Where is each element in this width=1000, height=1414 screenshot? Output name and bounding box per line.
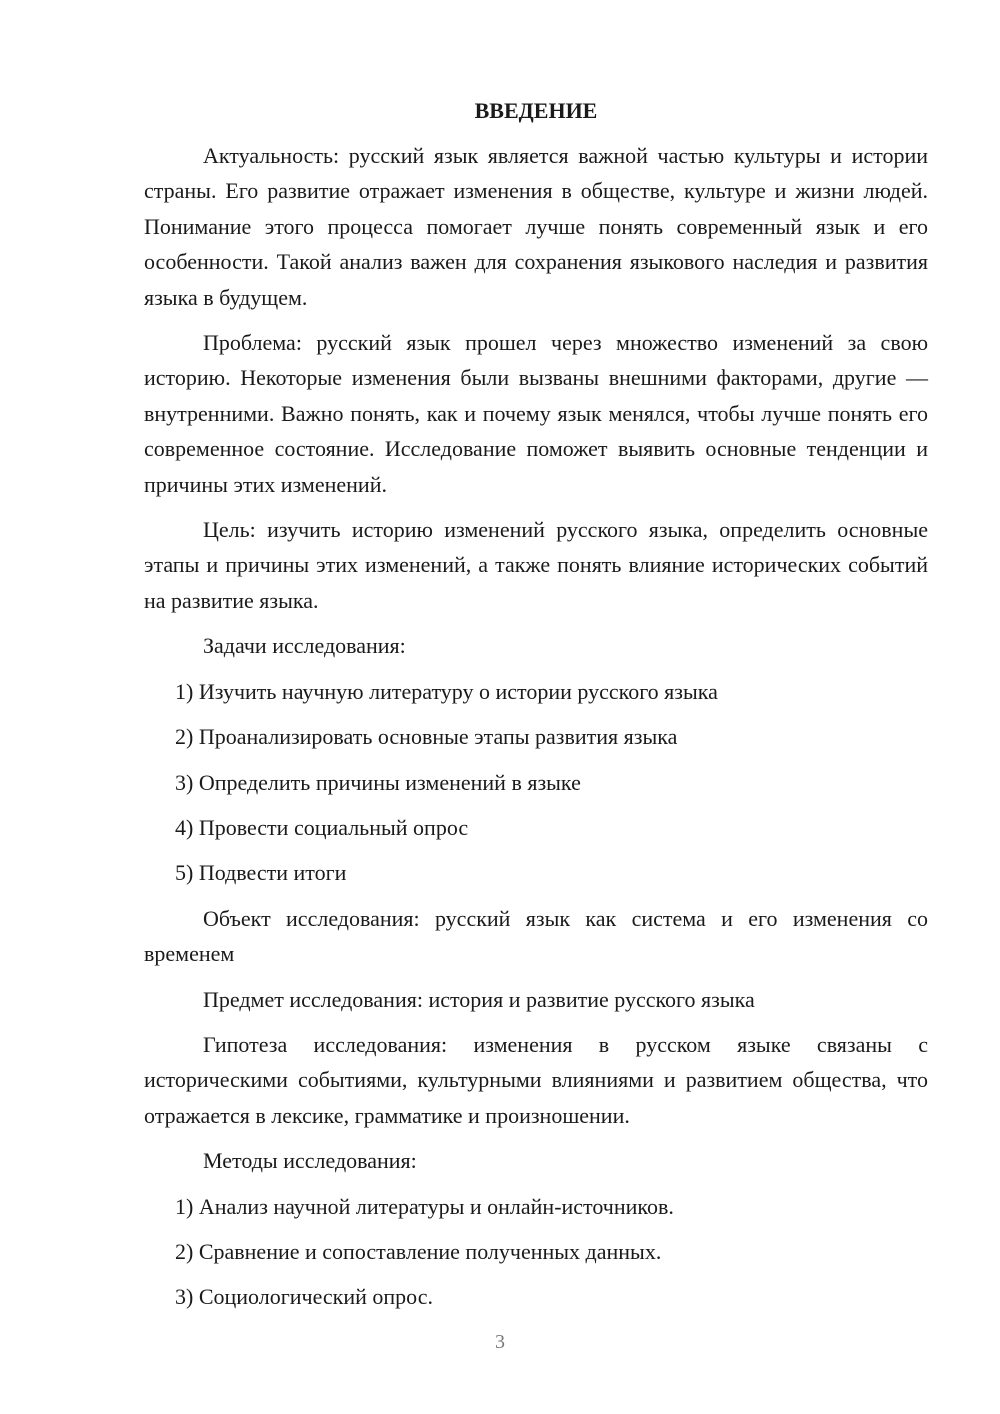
- tasks-list: [144, 674, 928, 891]
- goal-paragraph: Цель: изучить историю изменений русского языка, определить основные этапы и причины этих изменений, а также понять влияние исторических событий на развитие языка.: [144, 517, 928, 613]
- object-paragraph: Объект исследования: русский язык как система и его изменения со временем: [144, 905, 928, 967]
- relevance-paragraph: Актуальность: русский язык является важной частью культуры и истории страны. Его развитие отражает изменения в обществе, культуре и жизни людей. Понимание этого процесса помогает лучше понять современный язык и его особенности. Такой анализ важен для сохранения языкового наследия и развития языка в будущем.: [144, 143, 928, 310]
- list-item: 1) Изучить научную литературу о истории русского языка: [175, 678, 718, 704]
- list-item: 3) Социологический опрос.: [175, 1284, 433, 1310]
- list-item: 1) Анализ научной литературы и онлайн-источников.: [175, 1193, 674, 1219]
- document-page: [144, 93, 928, 1315]
- list-item: 2) Сравнение и сопоставление полученных данных.: [175, 1238, 662, 1264]
- methods-list: [144, 1189, 928, 1315]
- list-item: 3) Определить причины изменений в языке: [175, 769, 581, 795]
- methods-heading: Методы исследования:: [203, 1148, 417, 1174]
- list-item: 5) Подвести итоги: [175, 860, 347, 886]
- subject-paragraph: Предмет исследования: история и развитие русского языка: [203, 986, 755, 1012]
- list-item: 2) Проанализировать основные этапы развития языка: [175, 724, 678, 750]
- problem-paragraph: Проблема: русский язык прошел через множество изменений за свою историю. Некоторые изменения были вызваны внешними факторами, другие — внутренними. Важно понять, как и почему язык менялся, чтобы лучше понять его современное состояние. Исследование поможет выявить основные тенденции и причины этих изменений.: [144, 330, 928, 497]
- tasks-heading: Задачи исследования:: [203, 633, 406, 659]
- list-item: 4) Провести социальный опрос: [175, 814, 469, 840]
- page-number: 3: [495, 1331, 505, 1353]
- hypothesis-paragraph: Гипотеза исследования: изменения в русском языке связаны с историческими событиями, культурными влияниями и развитием общества, что отражается в лексике, грамматике и произношении.: [144, 1031, 928, 1128]
- section-title: ВВЕДЕНИЕ: [474, 98, 598, 123]
